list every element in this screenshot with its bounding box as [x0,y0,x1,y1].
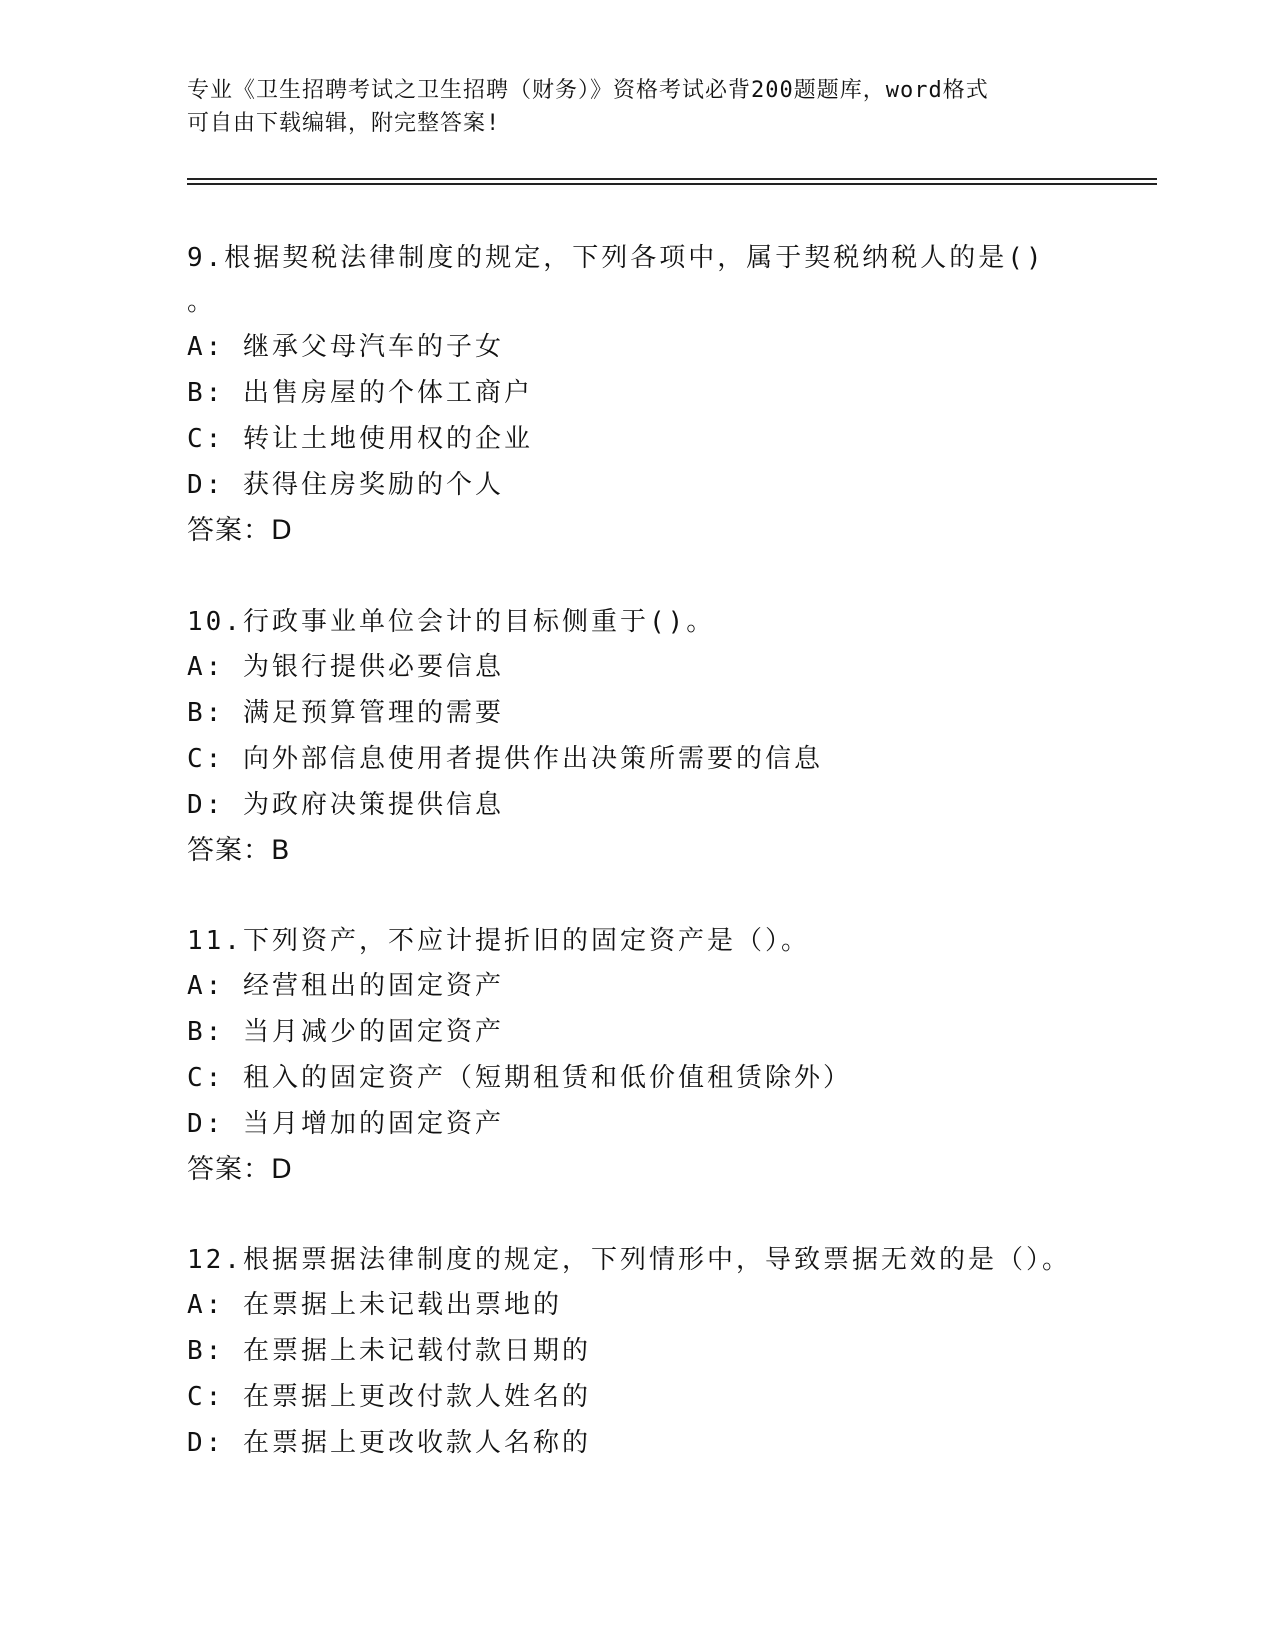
option-a: A: 为银行提供必要信息 [187,652,504,682]
header-divider-top [187,178,1157,180]
option-b: B: 当月减少的固定资产 [187,1017,504,1047]
option-b: B: 出售房屋的个体工商户 [187,378,533,408]
option-c: C: 租入的固定资产（短期租赁和低价值租赁除外） [187,1063,852,1093]
option-c: C: 转让土地使用权的企业 [187,424,533,454]
answer: 答案：D [187,515,293,546]
option-a: A: 继承父母汽车的子女 [187,332,504,362]
question-9 [187,236,1147,554]
question-12 [187,1238,1147,1466]
option-a: A: 经营租出的固定资产 [187,971,504,1001]
answer: 答案：D [187,1154,293,1185]
option-d: D: 获得住房奖励的个人 [187,470,504,500]
header-line-1: 专业《卫生招聘考试之卫生招聘（财务）》资格考试必背200题题库，word格式 [187,78,989,103]
option-a: A: 在票据上未记载出票地的 [187,1290,562,1320]
answer: 答案：B [187,835,291,866]
option-c: C: 在票据上更改付款人姓名的 [187,1382,591,1412]
option-b: B: 满足预算管理的需要 [187,698,504,728]
question-stem: 9.根据契税法律制度的规定，下列各项中，属于契税纳税人的是() [187,243,1045,273]
question-stem-continuation: 。 [187,287,217,317]
option-b: B: 在票据上未记载付款日期的 [187,1336,591,1366]
option-d: D: 当月增加的固定资产 [187,1109,504,1139]
question-stem: 11.下列资产，不应计提折旧的固定资产是（）。 [187,926,810,956]
option-d: D: 在票据上更改收款人名称的 [187,1428,591,1458]
header-divider-bottom [187,183,1157,185]
header-line-2: 可自由下载编辑，附完整答案! [187,111,501,136]
question-stem: 12.根据票据法律制度的规定，下列情形中，导致票据无效的是（）。 [187,1245,1071,1275]
option-d: D: 为政府决策提供信息 [187,790,504,820]
question-10 [187,600,1147,874]
question-stem: 10.行政事业单位会计的目标侧重于()。 [187,607,716,637]
option-c: C: 向外部信息使用者提供作出决策所需要的信息 [187,744,823,774]
document-header [187,74,1087,140]
question-11 [187,919,1147,1193]
